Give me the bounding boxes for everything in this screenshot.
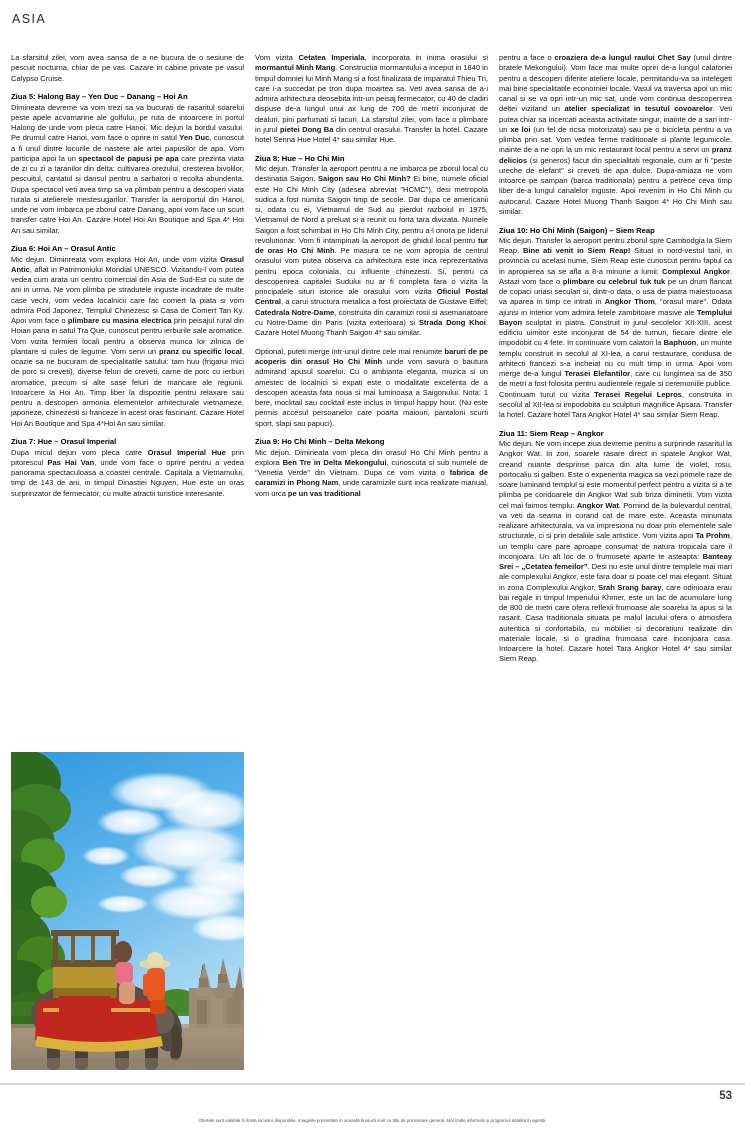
angkor-elephant-photo [11, 752, 244, 1070]
itinerary-day-text: Mic dejun. Dimineata vom pleca din orasul Ho Chi Minh pentru a explora Ben Tre in Delta Mekongului, cunoscuta si sub numele de "Venetia Verde" din Vietnam. Dupa ce vom vizita o fabrica de caramizi in Phong Nam, unde caramizile sunt inca realizate manual, vom urca pe un vas traditional [255, 447, 489, 498]
itinerary-day-heading: Ziua 11: Siem Reap – Angkor [499, 428, 604, 438]
column-3 [499, 53, 732, 673]
itinerary-day-heading: Ziua 6: Hoi An – Orasul Antic [11, 244, 116, 254]
itinerary-day-block [499, 226, 732, 421]
footer-disclaimer: Ofertele sunt valabile în limita locurilor disponibile. Imaginile prezentate în această broșură sunt cu titlu de prezentare general. Mai multe informatii și programul detaliat în agenții. [198, 1118, 547, 1123]
footer-divider [0, 1083, 745, 1085]
body-paragraph: Optional, puteti merge intr-unul dintre cele mai renumite baruri de pe acoperis din orasul Ho Chi Minh unde vom savura o bautura admirand apusul soarelui. Cu o ambianta eleganta, muzica si un amestec de localnici si expati este o modalitate excelenta de a descoperi aceasta fata noua si mai luminoasa a Saigonului. Nota: 1 bere, mocktail sau cocktail este inclus in timpul happy hour. (Nu este permis accesul persoanelor care poarta maiouri, pantaloni scurti sport, slapi sau papuci). [255, 346, 488, 428]
itinerary-day-text: Dimineata devreme va vom trezi sa va bucurati de rasaritul soarelui peste apele acvamarine ale golfului, pe ruta de intoarcere in portul Halong de unde vom pleca catre Hanoi. Mic dejun la bordul vasului. Pe drumul catre Hanoi, vom face o oprire in satul Yen Duc, cunoscut a fi unul dintre locurile de nastere ale artei papusilor de apa. Vom participa apoi la un spectacol de papusi pe apa care prezinta viata de zi cu zi a taranilor din delta: cultivarea orezului, cresterea bivolilor, pescuitul, cantatul si dansul pentru a sarbatori o recolta abundenta. Dupa spectacol veti avea timp sa va plimbati pentru a descoperi viata rurala si atelierele mestesugarilor. Transfer la aeroportul din Hanoi, unde ne vom imbarca pe zborul catre Danang, apoi vom face un scurt transfer catre Hoi An. Cazare Hotel Hoi An Boutique and Spa 4* Hoi An sau similar. [11, 102, 245, 235]
itinerary-day-text: Mic dejun. Transfer la aeroport pentru zborul spre Cambodgia la Siem Reap. Bine ati venit in Siem Reap! Situat in nord-vestul tarii, in provincia cu acelasi nume, Siem Reap este cunoscut pentru faptul ca in apropierea sa se afla a 8-a minune a lumii: Complexul Angkor. Astazi vom face o plimbare cu celebrul tuk tuk pe un drum flancat de copaci uriasi seculari si, dintr-o data, o usa de piatra maiestuoasa va aparea in timp ce intrati in Angkor Thom, "orasul mare". Odata ajunsi in interior vom admira fetele zambitoare masive ale Templului Bayon sculptat in piatra. Construit in jurul secolelor XII-XIII, acest edificiu uimitor este inconjurat de 54 de turnuri, fiecare dintre ele impodobit cu 4 fete. In continuare vom calatori la Baphuon, un munte templu construit in secolul al XI-lea, a carui restaurare, condusa de arhitecti francezi s-a incheiat nu cu mult timp in urma. Apoi vom merge de-a lungul Terasei Elefantilor, care cu lungimea sa de 350 de metri a fost folosita pentru audientele regale si ceremoniile publice. Continuam turul cu vizita Terasei Regelui Lepros, construita in secolul al XII-lea si impodobita cu sculpturi magnifice Apsara. Transfer la hotel. Cazare hotel Tara Angkor Hotel 4* sau similar Siem Reap. [499, 235, 733, 419]
itinerary-day-text: Mic dejun. Ne vom incepe ziua devreme pentru a surprinde rasaritul la Angkor Wat. In zori, soarele rasare direct in spatele Angkor Wat, creand nuante desprinse parca din alta lume de violet, rosu, portocaliu si galben. Este o experienta magica sa vezi primele raze de soare luminand templul si este momentul perfect pentru a vizita si a te plimba pe coridoarele din Angkor Wat sub briza diminetii. Vom vizita cel mai faimos templu: Angkor Wat. Pornind de la bulevardul central, va veti da seama in curand cat de mare este. Aceasta minunata realizare arhitecturala, va va impresiona nu doar prin elementele sale structurale, ci si prin detaliile sale artistice. Vom vizita apoi Ta Prohm, un templu care pare aproape consumat de natura tropicala care il inconjoara. Un alt loc de o frumusete aparte te asteapta: Banteay Srei – „Cetatea femeilor”. Desi nu este unul dintre templele mai mari ale complexului Angkor, este fara doar si poate cel mai elegant. Situat in zona Complexului Angkor, Srah Srang baray, care odinioara erau bai regale in timpul Imperiului Khmer, este un lac de acumulare lung de 800 de metri care ofera reflexii frumoase ale soarelui la apus si la rasarit. Casa traditionala situata pe malul lacului ofera o atmosfera autentica si confortabila, cu mobilier si decoratiuni realizate din materiale locale, si o gradina frumoasa care inconjoara casa. Intoarcere la hotel. Cazare hotel Tara Angkor Hotel 4* sau similar Siem Reap. [499, 439, 732, 664]
page-number: 53 [719, 1090, 732, 1102]
itinerary-day-heading: Ziua 9: Ho Chi Minh – Delta Mekong [255, 437, 385, 447]
itinerary-day-heading: Ziua 10: Ho Chi Minh (Saigon) – Siem Reap [499, 225, 655, 235]
itinerary-day-block [499, 429, 732, 665]
itinerary-day-text: Mic dejun. Diminreata vom explora Hoi An, unde vom vizita Orasul Antic, aflat in Patrimoniului Mondial UNESCO. Vizitandu-l vom putea vedea cum arata un centru comercial din Asia de Sud-Est cu sute de ani in urma. Ne vom plimba pe stradutele inguste incadrate de multe case vechi, vom vedea localnicii care fac comert la piata si vom admira Pod Japonez, Templul Chinezesc si Casa de Comert Tan Ky. Apoi vom face o plimbare cu masina electrica prin peisajul rural din Hoian pana in satul Tra Que, cunoscut pentru ierburile sale aromatice. Vom vizita fermieri locali pentru a observa munca lor zilnica de plantare si cules de legume. Vom servi un pranz cu specific local, ocazie sa ne bucuram de specialitatile satului: tam huu (frigarui mici de porc si creveti), diverse feluri de creveti, carne de porc cu ierburi aromatice, precum si alte sase feluri de mancare ale regiunii. Intoarcere la Hoi An. Timp liber la dispozitie pentru relaxare sau pentru a descoperi armonia elementelor arhitecturale vietnameze, japoneze, chinezesti si franceze in acest oras fascinant. Cazare Hotel Hoi An Boutique and Spa 4*Hoi An sau similar. [11, 254, 244, 428]
column-1 [11, 53, 244, 507]
column-2 [255, 53, 488, 507]
photo-illustration [11, 752, 244, 1070]
itinerary-day-block [255, 154, 488, 339]
itinerary-day-block [11, 437, 244, 499]
itinerary-day-text: Dupa micul dejun vom pleca catre Orasul Imperial Hue prin pitorescul Pas Hai Van, unde vom face o oprire pentru a vedea panorama spectaculoasa a coastei centrale. Capitala a Vietnamului, timp de 143 de ani, in timpul Dinastiei Nguyen, Hue este un oras surprinzator de fermecator, cu multe atractii turistice interesante. [11, 447, 245, 498]
itinerary-day-heading: Ziua 7: Hue – Orasul Imperial [11, 437, 117, 447]
itinerary-day-heading: Ziua 5: Halong Bay – Yen Duc – Danang – Hoi An [11, 92, 188, 102]
itinerary-day-text: Mic dejun. Transfer la aeroport pentru a ne imbarca pe zborul local cu destinatia Saigon. Saigon sau Ho Chi Minh? Ei bine, numele oficial este Ho Chi Minh City (adesea abreviat "HCMC"), desi metropola sudica a fost numita Saigon timp de secole. Dar dupa ce americanii si, odata cu ei, Vietnamul de Sud au pierdut razboiul in 1975, Vietnamul de Nord a preluat si a reunit cu forta tara divizata. Numele Saigon a fost schimbat in Ho Chi Minh City, pentru a-l onora pe liderul revolutionar. Vom fi intampinati la aeroport de ghidul local pentru tur de oras Ho Chi Minh. Pe masura ce ne vom apropia de centrul orasului vom putea observa ca arhitectura este inca reprezentativa pentru epoca coloniala, cu influente chinezesti. Si, pentru ca descoperirea capitalei Sudului nu ar fi completa fara o vizita la principalele situri istorice ale orasului vom vizita Oficiul Postal Central, a carui structura metalica a fost proiectata de Gustave Eiffel; Catedrala Notre-Dame, construita din caramizi rosii si asemanatoare cu Notre-Dame din Paris (vizita exterioara) si Strada Dong Khoi. Cazare Hotel Muong Thanh Saigon 4* sau similar. [255, 164, 489, 337]
body-paragraph: Vom vizita Cetatea Imperiala, incorporata in inima orasului si mormantul Minh Mang. Constructia mormantului a inceput in 1840 in timpul domniei lui Minh Mang si a fost finalizata de imparatul Thieu Tri, care i-a succedat pe tron dupa moartea sa. Veti avea sansa de a-i admira arhitectura deosebita intr-un peisaj fermecator, cu 40 de cladiri dispuse de-a lungul unui ax lung de 700 de metri inconjurat de dealuri, pini parfumati si lacuri. La sfarsitul zilei, vom face o plimbare in jurul pietei Dong Ba din centrul orasului. Transfer la hotel. Cazare hotel Senna Hue Hotel 4* sau similar Hue. [255, 53, 488, 144]
page-section-title: ASIA [12, 12, 47, 26]
body-paragraph: pentru a face o croaziera de-a lungul raului Chet Say (unul dintre bratele Mekongului). Vom face mai multe opriri de-a lungul calatoriei pentru a descoperi diferite ateliere locale, permitandu-va sa intelegeti mai bine specialitatile economiei locale. Vasul va traversa apoi un mic canal si se va opri intr-un mic sat, unde vom continua descoperirea deltei vizitand un atelier specializat in tesutul covoarelor. Veti putea chiar sa incercati aceasta activitate singur, inainte de a sari intr-un xe loi (un fel de ricsa motorizata) sau pe o bicicleta pentru a va plimba prin sat. Vom vedea ferme traditionale si plante legumicole, inainte de a ne opri la un mic restaurant local pentru a servi un pranz delicios (si generos) facut din specialitati regionale, cum ar fi "peste ureche de elefant" si creveti de apa dulce. Dupa-amiaza ne vom intoarce pe sampan (barca traditionala) pentru a petrece ceva timp liber de-a lungul canalelor inguste. Apoi revenim in Ho Chi Minh cu autocarul. Cazare Hotel Muong Thanh Saigon 4* Ho Chi Minh sau similar. [499, 53, 732, 216]
itinerary-day-heading: Ziua 8: Hue – Ho Chi Min [255, 153, 345, 163]
itinerary-day-block [11, 244, 244, 429]
body-paragraph: La sfarsitul zilei, vom avea sansa de a ne bucura de o sesiune de pescuit nocturna, chiar de pe vas. Cazare in cabine private pe vasul Calypso Cruise. [11, 53, 244, 83]
itinerary-day-block [255, 437, 488, 499]
itinerary-day-block [11, 92, 244, 236]
